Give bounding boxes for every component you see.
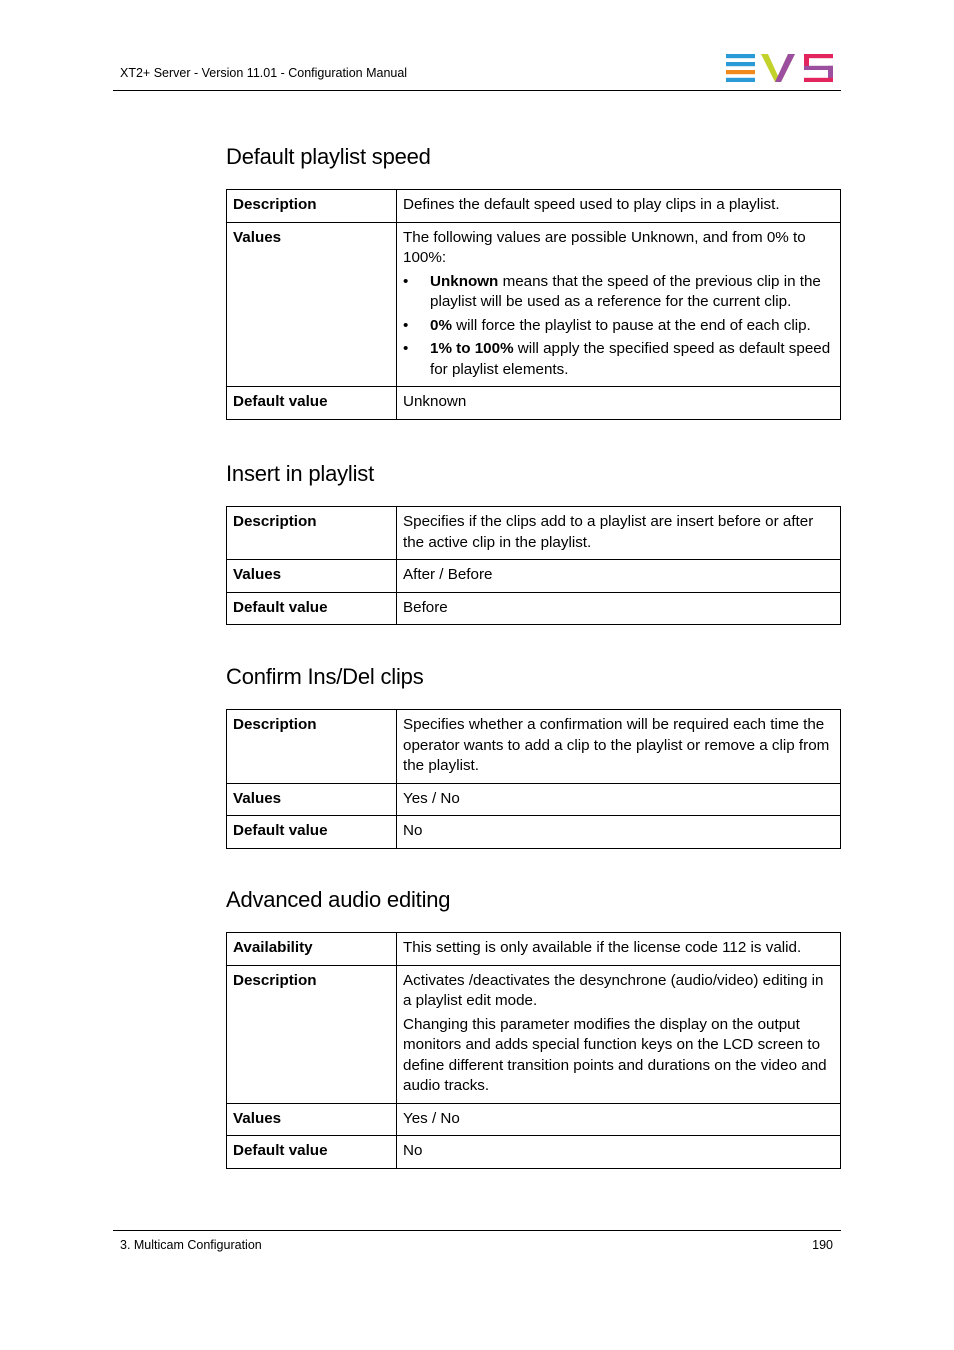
row-value: Specifies whether a confirmation will be required each time the operator wants to add a clip to the playlist or remove a clip from the playlist. [397, 710, 841, 784]
table-row [227, 1103, 841, 1136]
row-key: Description [227, 190, 397, 223]
table-row [227, 560, 841, 593]
table-row [227, 507, 841, 560]
row-key: Description [227, 507, 397, 560]
row-value: Before [397, 592, 841, 625]
table-row [227, 965, 841, 1103]
section-heading: Insert in playlist [226, 461, 375, 486]
section-default-playlist-speed [226, 142, 841, 420]
page-header [113, 52, 841, 91]
evs-logo [726, 54, 834, 82]
page-footer [113, 1230, 841, 1252]
table-row [227, 816, 841, 849]
row-value [397, 965, 841, 1103]
row-value: Yes / No [397, 1103, 841, 1136]
row-key: Default value [227, 816, 397, 849]
description-paragraph: Changing this parameter modifies the display on the output monitors and adds special function keys on the LCD screen to define different transition points and durations on the video and audio tracks. [403, 1015, 827, 1094]
row-key: Default value [227, 387, 397, 420]
logo-stripe [726, 70, 755, 74]
value-explanation: will force the playlist to pause at the end of each clip. [451, 316, 811, 334]
section-heading: Advanced audio editing [226, 887, 451, 912]
row-key: Availability [227, 933, 397, 966]
section-heading: Confirm Ins/Del clips [226, 664, 424, 689]
page-number: 190 [812, 1238, 833, 1252]
chapter-label: 3. Multicam Configuration [120, 1238, 262, 1252]
table-row [227, 1136, 841, 1169]
row-value: Yes / No [397, 783, 841, 816]
logo-v-right [775, 54, 795, 82]
row-key: Description [227, 965, 397, 1103]
list-item [403, 339, 834, 380]
logo-stripe [804, 78, 833, 82]
row-value: Specifies if the clips add to a playlist are insert before or after the active clip in the playlist. [397, 507, 841, 560]
table-row [227, 933, 841, 966]
row-value: Unknown [397, 387, 841, 420]
row-key: Values [227, 560, 397, 593]
settings-table [226, 189, 841, 420]
row-key: Description [227, 710, 397, 784]
table-row [227, 710, 841, 784]
description-paragraph: Activates /deactivates the desynchrone (audio/video) editing in a playlist edit mode. [403, 971, 824, 1009]
row-value [397, 222, 841, 387]
values-intro: The following values are possible Unknown, and from 0% to 100%: [403, 228, 806, 266]
table-row [227, 222, 841, 387]
table-row [227, 783, 841, 816]
value-term: Unknown [430, 272, 499, 290]
row-value: No [397, 1136, 841, 1169]
section-confirm-ins-del-clips [226, 662, 841, 849]
document-title: XT2+ Server - Version 11.01 - Configuration Manual [120, 66, 408, 80]
row-key: Default value [227, 592, 397, 625]
section-insert-in-playlist [226, 459, 841, 625]
settings-table [226, 709, 841, 849]
value-term: 0% [430, 316, 452, 334]
row-value: Defines the default speed used to play clips in a playlist. [397, 190, 841, 223]
row-value: No [397, 816, 841, 849]
row-key: Values [227, 222, 397, 387]
settings-table [226, 932, 841, 1169]
table-row [227, 387, 841, 420]
row-value: This setting is only available if the license code 112 is valid. [397, 933, 841, 966]
settings-table [226, 506, 841, 625]
table-row [227, 592, 841, 625]
value-term: 1% to 100% [430, 340, 514, 357]
logo-stripe [726, 54, 755, 58]
row-key: Default value [227, 1136, 397, 1169]
value-explanation: will apply the specified speed as default speed for playlist elements. [430, 340, 831, 378]
list-item [403, 316, 834, 337]
logo-stripe [726, 62, 755, 66]
section-heading: Default playlist speed [226, 144, 431, 169]
value-explanation: means that the speed of the previous clip in the playlist will be used as a reference for the current clip. [430, 272, 821, 310]
row-key: Values [227, 783, 397, 816]
logo-stripe [726, 78, 755, 82]
section-advanced-audio-editing [226, 885, 841, 1169]
row-key: Values [227, 1103, 397, 1136]
values-list [403, 272, 834, 381]
table-row [227, 190, 841, 223]
row-value: After / Before [397, 560, 841, 593]
list-item [403, 272, 834, 313]
